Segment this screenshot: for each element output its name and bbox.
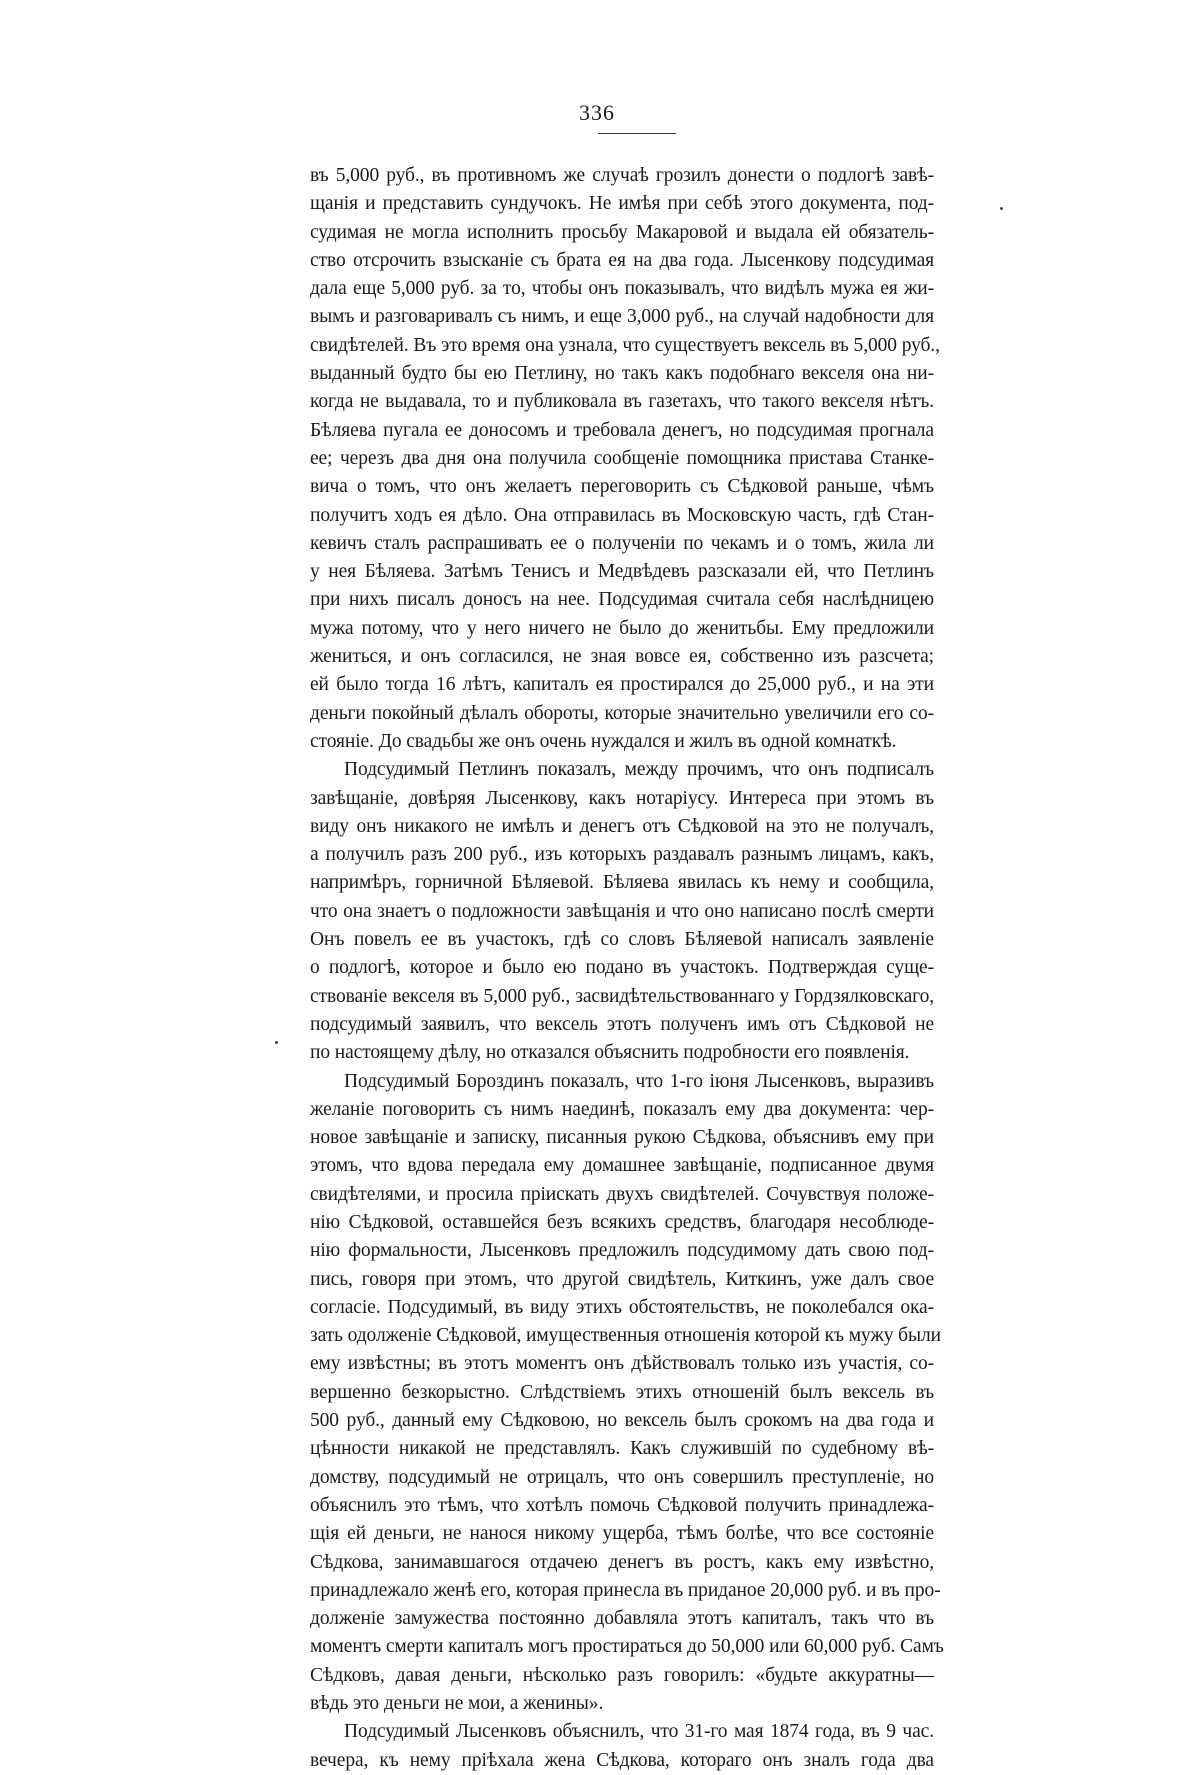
text-line: вѣдь это деньги не мои, а женины». [310, 1693, 604, 1715]
text-line: домству, подсудимый не отрицалъ, что онъ совершилъ преступленіе, но [310, 1466, 934, 1488]
paper-speck [275, 1041, 278, 1044]
text-line: выданный будто бы ею Петлину, но такъ какъ подобнаго векселя она ни- [310, 363, 934, 385]
body-text [310, 162, 944, 1775]
text-line: а получилъ разъ 200 руб., изъ которыхъ раздавалъ разнымъ лицамъ, какъ, [310, 844, 934, 866]
text-line: вымъ и разговаривалъ съ нимъ, и еще 3,000 руб., на случай надобности для [310, 306, 934, 328]
text-line: получитъ ходъ ея дѣло. Она отправилась въ Московскую часть, гдѣ Стан- [310, 504, 934, 526]
text-line: нію формальности, Лысенковъ предложилъ подсудимому дать свою под- [310, 1240, 934, 1262]
paper-speck [1000, 207, 1003, 210]
text-line: ей было тогда 16 лѣтъ, капиталъ ея простирался до 25,000 руб., и на эти [310, 674, 934, 696]
text-line: завѣщаніе, довѣряя Лысенкову, какъ нотаріусу. Интереса при этомъ въ [310, 787, 934, 809]
text-line: ствованіе векселя въ 5,000 руб., засвидѣтельствованнаго у Гордзялковскаго, [310, 985, 934, 1007]
text-line: въ 5,000 руб., въ противномъ же случаѣ грозилъ донести о подлогѣ завѣ- [310, 165, 934, 186]
text-line: напримѣръ, горничной Бѣляевой. Бѣляева явилась къ нему и сообщила, [310, 872, 934, 894]
text-line: согласіе. Подсудимый, въ виду этихъ обстоятельствъ, не поколебался ока- [310, 1296, 934, 1318]
text-line: вершенно безкорыстно. Слѣдствіемъ этихъ отношеній былъ вексель въ [310, 1381, 934, 1403]
text-line: щія ей деньги, не нанося никому ущерба, тѣмъ болѣе, что все состояніе [310, 1523, 934, 1545]
text-line: кевичъ сталъ распрашивать ее о полученіи по чекамъ и о томъ, жила ли [310, 532, 934, 554]
text-line: о подлогѣ, которое и было ею подано въ участокъ. Подтверждая суще- [310, 957, 934, 979]
text-line: новое завѣщаніе и записку, писанныя рукою Сѣдкова, объяснивъ ему при [310, 1127, 934, 1149]
text-line: пись, говоря при этомъ, что другой свидѣтель, Киткинъ, уже далъ свое [310, 1268, 934, 1290]
text-line: при нихъ писалъ доносъ на нее. Подсудимая считала себя наслѣдницею [310, 589, 934, 611]
text-line: 500 руб., данный ему Сѣдковою, но вексель былъ срокомъ на два года и [310, 1410, 934, 1432]
text-line: виду онъ никакого не имѣлъ и денегъ отъ Сѣдковой на это не получалъ, [310, 815, 934, 837]
page-number: 336 [579, 100, 615, 125]
text-line: щанія и представить сундучокъ. Не имѣя при себѣ этого документа, под- [310, 193, 934, 215]
text-line: когда не выдавала, то и публиковала въ газетахъ, что такого векселя нѣтъ. [310, 391, 934, 413]
text-line: ее; черезъ два дня она получила сообщеніе помощника пристава Станке- [310, 447, 934, 469]
text-line: у нея Бѣляева. Затѣмъ Тенисъ и Медвѣдевъ разсказали ей, что Петлинъ [310, 561, 934, 583]
text-line: Подсудимый Петлинъ показалъ, между прочимъ, что онъ подписалъ [344, 759, 934, 781]
text-line: свидѣтелей. Въ это время она узнала, что существуетъ вексель въ 5,000 руб., [310, 334, 940, 356]
text-line: Сѣдковъ, давая деньги, нѣсколько разъ говорилъ: «будьте аккуратны— [310, 1664, 934, 1686]
text-line: по настоящему дѣлу, но отказался объяснить подробности его появленія. [310, 1042, 910, 1064]
text-line: ство отсрочить взысканіе съ брата ея на два года. Лысенкову подсудимая [310, 249, 934, 271]
text-line: деньги покойный дѣлалъ обороты, которые значительно увеличили его со- [310, 702, 934, 724]
text-line: вича о томъ, что онъ желаетъ переговорить съ Сѣдковой раньше, чѣмъ [310, 476, 934, 498]
text-line: ему извѣстны; въ этотъ моментъ онъ дѣйствовалъ только изъ участія, со- [310, 1353, 934, 1375]
text-line: объяснилъ это тѣмъ, что хотѣлъ помочь Сѣдковой получить принадлежа- [310, 1494, 934, 1516]
text-line: что она знаетъ о подложности завѣщанія и что оно написано послѣ смерти [310, 900, 934, 922]
text-line: долженіе замужества постоянно добавляла этотъ капиталъ, такъ что въ [310, 1608, 934, 1630]
text-line: дала еще 5,000 руб. за то, чтобы онъ показывалъ, что видѣлъ мужа ея жи- [310, 278, 934, 300]
text-line: вечера, къ нему пріѣхала жена Сѣдкова, котораго онъ зналъ года два [310, 1749, 934, 1771]
text-line: зать одолженіе Сѣдковой, имущественныя отношенія которой къ мужу были [310, 1325, 941, 1347]
text-line: этомъ, что вдова передала ему домашнее завѣщаніе, подписанное двумя [310, 1155, 934, 1177]
text-line: Подсудимый Бороздинъ показалъ, что 1-го іюня Лысенковъ, выразивъ [344, 1070, 934, 1092]
text-line: свидѣтелями, и просила пріискать двухъ свидѣтелей. Сочувствуя положе- [310, 1183, 934, 1205]
text-line: Бѣляева пугала ее доносомъ и требовала денегъ, но подсудимая прогнала [310, 419, 934, 441]
text-line: жениться, и онъ согласился, не зная вовсе ея, собственно изъ разсчета; [310, 646, 934, 668]
text-line: стояніе. До свадьбы же онъ очень нуждался и жилъ въ одной комнаткѣ. [310, 730, 897, 752]
text-line: Онъ повелъ ее въ участокъ, гдѣ со словъ Бѣляевой написалъ заявленіе [310, 929, 934, 951]
text-line: принадлежало женѣ его, которая принесла въ приданое 20,000 руб. и въ про- [310, 1579, 941, 1601]
text-line: желаніе поговорить съ нимъ наединѣ, показалъ ему два документа: чер- [310, 1098, 934, 1120]
text-line: моментъ смерти капиталъ могъ простираться до 50,000 или 60,000 руб. Самъ [310, 1636, 944, 1658]
text-line: Подсудимый Лысенковъ объяснилъ, что 31-го мая 1874 года, въ 9 час. [344, 1721, 934, 1743]
text-line: подсудимый заявилъ, что вексель этотъ полученъ имъ отъ Сѣдковой не [310, 1013, 934, 1035]
text-line: мужа потому, что у него ничего не было до женитьбы. Ему предложили [310, 617, 934, 639]
text-line: нію Сѣдковой, оставшейся безъ всякихъ средствъ, благодаря несоблюде- [310, 1211, 934, 1233]
text-line: цѣнности никакой не представлялъ. Какъ служившій по судебному вѣ- [310, 1438, 934, 1460]
text-line: Сѣдкова, занимавшагося отдачею денегъ въ ростъ, какъ ему извѣстно, [310, 1551, 934, 1573]
text-line: судимая не могла исполнить просьбу Макаровой и выдала ей обязатель- [310, 221, 934, 243]
header-rule [598, 133, 676, 134]
